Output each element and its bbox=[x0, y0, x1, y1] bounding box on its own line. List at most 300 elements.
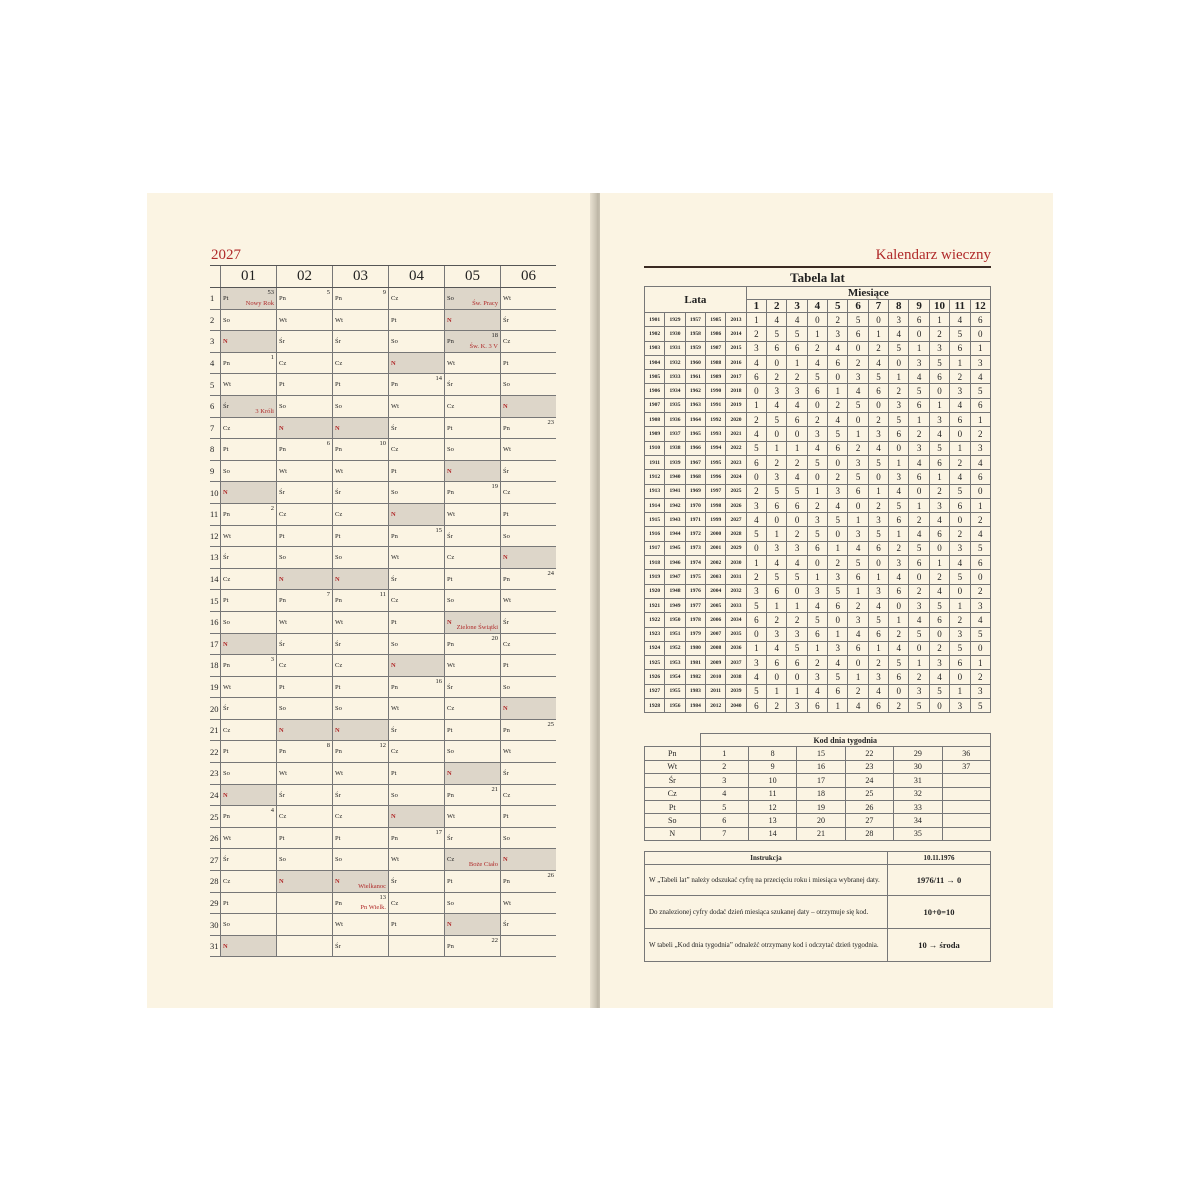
month-code-cell: 0 bbox=[746, 541, 766, 555]
month-code-cell: 3 bbox=[868, 670, 888, 684]
month-code-cell: 1 bbox=[970, 341, 991, 355]
year-cell: 1991 bbox=[706, 398, 726, 412]
weekday-label: Pn bbox=[503, 575, 510, 583]
year-cell: 2010 bbox=[706, 670, 726, 684]
year-cell: 1951 bbox=[665, 627, 685, 641]
month-code-cell: 5 bbox=[807, 370, 827, 384]
weekday-label: N bbox=[335, 424, 340, 432]
month-code-cell: 6 bbox=[889, 584, 909, 598]
month-code-cell: 2 bbox=[929, 570, 949, 584]
weekday-label: Pt bbox=[223, 295, 229, 302]
week-number: 1 bbox=[270, 353, 274, 361]
day-cell bbox=[445, 482, 501, 504]
year-row bbox=[645, 670, 991, 684]
weekday-label: So bbox=[279, 402, 286, 410]
month-code-cell: 0 bbox=[746, 470, 766, 484]
day-number-header bbox=[210, 266, 221, 288]
day-row bbox=[210, 827, 556, 849]
month-code-cell: 4 bbox=[970, 613, 991, 627]
day-cell bbox=[333, 633, 389, 655]
day-cell bbox=[333, 331, 389, 353]
weekday-code: 33 bbox=[894, 800, 942, 813]
month-code-cell: 0 bbox=[828, 613, 848, 627]
month-code-cell: 0 bbox=[970, 641, 991, 655]
year-cell: 2035 bbox=[726, 627, 746, 641]
weekday-label: Pn bbox=[391, 683, 398, 691]
month-code-cell: 4 bbox=[868, 598, 888, 612]
year-cell: 1957 bbox=[685, 313, 705, 327]
holiday-label: Zielone Świątki bbox=[456, 623, 498, 631]
month-code-cell: 0 bbox=[889, 355, 909, 369]
month-code-cell: 1 bbox=[746, 398, 766, 412]
month-code-cell: 0 bbox=[889, 598, 909, 612]
day-cell bbox=[277, 655, 333, 677]
year-cell: 1983 bbox=[685, 684, 705, 698]
month-code-cell: 6 bbox=[848, 327, 868, 341]
month-code-cell: 4 bbox=[868, 355, 888, 369]
month-code-cell: 1 bbox=[807, 641, 827, 655]
month-code-cell: 0 bbox=[787, 427, 807, 441]
year-cell: 1912 bbox=[645, 470, 665, 484]
month-code-cell: 2 bbox=[848, 441, 868, 455]
month-code-cell: 5 bbox=[848, 470, 868, 484]
day-cell bbox=[501, 655, 557, 677]
year-cell: 2031 bbox=[726, 570, 746, 584]
weekday-label: N bbox=[503, 705, 508, 713]
month-code-cell: 3 bbox=[868, 513, 888, 527]
year-cell: 1907 bbox=[645, 398, 665, 412]
month-code-cell: 0 bbox=[950, 584, 970, 598]
holiday-label: Wielkanoc bbox=[358, 882, 386, 890]
day-cell bbox=[389, 827, 445, 849]
year-row bbox=[645, 427, 991, 441]
instruction-result: 10 → środa bbox=[888, 929, 991, 962]
month-code-cell: 6 bbox=[828, 684, 848, 698]
year-cell: 1934 bbox=[665, 384, 685, 398]
month-code-cell: 2 bbox=[828, 556, 848, 570]
month-code-cell: 1 bbox=[970, 656, 991, 670]
weekday-code: 14 bbox=[748, 827, 796, 840]
weekday-label: Wt bbox=[503, 899, 511, 907]
month-code-cell: 0 bbox=[746, 627, 766, 641]
month-code-cell: 3 bbox=[970, 355, 991, 369]
day-cell bbox=[221, 460, 277, 482]
month-code-cell: 6 bbox=[848, 570, 868, 584]
month-code-cell: 3 bbox=[807, 427, 827, 441]
year-cell: 1932 bbox=[665, 355, 685, 369]
month-code-cell: 6 bbox=[787, 498, 807, 512]
month-code-cell: 0 bbox=[950, 513, 970, 527]
day-cell bbox=[333, 719, 389, 741]
weekday-code: 20 bbox=[797, 814, 845, 827]
day-cell bbox=[445, 914, 501, 936]
weekday-code: 30 bbox=[894, 760, 942, 773]
month-code-cell: 5 bbox=[889, 341, 909, 355]
weekday-label: So bbox=[447, 748, 454, 756]
month-code-cell: 0 bbox=[828, 455, 848, 469]
year-cell: 2023 bbox=[726, 455, 746, 469]
weekday-code: 21 bbox=[797, 827, 845, 840]
month-code-cell: 5 bbox=[807, 613, 827, 627]
weekday-label: So bbox=[223, 316, 230, 324]
instructions-table bbox=[644, 851, 991, 962]
weekday-code: 26 bbox=[845, 800, 893, 813]
month-code-cell: 0 bbox=[929, 699, 949, 713]
weekday-label: So bbox=[447, 446, 454, 454]
year-cell: 1986 bbox=[706, 327, 726, 341]
year-cell: 1918 bbox=[645, 556, 665, 570]
month-code-cell: 0 bbox=[807, 556, 827, 570]
weekday-label: Wt bbox=[503, 295, 511, 302]
month-code-cell: 2 bbox=[970, 427, 991, 441]
weekday-code: 19 bbox=[797, 800, 845, 813]
month-code-cell: 6 bbox=[746, 699, 766, 713]
day-cell bbox=[445, 288, 501, 310]
weekday-label: Cz bbox=[279, 510, 287, 518]
weekday-label: Pn bbox=[223, 510, 230, 518]
month-code-cell: 3 bbox=[868, 427, 888, 441]
month-code-cell: 6 bbox=[889, 427, 909, 441]
weekday-label: So bbox=[447, 899, 454, 907]
month-code-cell: 6 bbox=[746, 455, 766, 469]
month-code-cell: 4 bbox=[828, 413, 848, 427]
weekday-label: Pn bbox=[279, 597, 286, 605]
right-page bbox=[600, 193, 1053, 1008]
year-cell: 1982 bbox=[685, 670, 705, 684]
day-cell bbox=[221, 395, 277, 417]
month-code-cell: 2 bbox=[868, 341, 888, 355]
month-code-cell: 3 bbox=[746, 656, 766, 670]
month-code-cell: 5 bbox=[889, 656, 909, 670]
weekday-label: Cz bbox=[335, 662, 343, 670]
month-code-cell: 1 bbox=[929, 313, 949, 327]
weekday-label: So bbox=[223, 467, 230, 475]
day-cell bbox=[389, 374, 445, 396]
day-cell bbox=[333, 806, 389, 828]
month-code-cell: 1 bbox=[848, 513, 868, 527]
year-cell: 1973 bbox=[685, 541, 705, 555]
day-row bbox=[210, 374, 556, 396]
month-code-cell: 3 bbox=[807, 584, 827, 598]
day-cell bbox=[389, 439, 445, 461]
month-code-cell: 4 bbox=[909, 527, 929, 541]
title-divider bbox=[644, 266, 991, 268]
year-cell: 1928 bbox=[645, 699, 665, 713]
year-row bbox=[645, 413, 991, 427]
weekday-label: Śr bbox=[447, 683, 453, 691]
day-row bbox=[210, 547, 556, 569]
year-cell: 2013 bbox=[726, 313, 746, 327]
day-row bbox=[210, 763, 556, 785]
weekday-label: Śr bbox=[335, 338, 341, 346]
month-code-cell: 4 bbox=[889, 570, 909, 584]
month-code-cell: 4 bbox=[889, 641, 909, 655]
day-cell bbox=[333, 460, 389, 482]
day-row bbox=[210, 784, 556, 806]
month-code-cell: 1 bbox=[848, 427, 868, 441]
day-cell bbox=[277, 935, 333, 957]
month-code-cell: 1 bbox=[970, 413, 991, 427]
day-cell bbox=[501, 288, 557, 310]
month-code-cell: 2 bbox=[807, 413, 827, 427]
month-code-cell: 3 bbox=[848, 613, 868, 627]
month-code-cell: 1 bbox=[746, 641, 766, 655]
weekday-label: Pn bbox=[391, 381, 398, 389]
week-number: 16 bbox=[435, 677, 442, 685]
year-row bbox=[645, 541, 991, 555]
weekday-label: Pt bbox=[503, 662, 509, 670]
weekday-label: N bbox=[503, 856, 508, 864]
month-code-cell: 5 bbox=[970, 541, 991, 555]
day-cell bbox=[501, 892, 557, 914]
day-cell bbox=[389, 655, 445, 677]
month-number: 8 bbox=[889, 300, 909, 313]
month-number: 12 bbox=[970, 300, 991, 313]
weekday-name: So bbox=[645, 814, 701, 827]
weekday-code: 36 bbox=[942, 747, 990, 760]
month-code-cell: 6 bbox=[950, 413, 970, 427]
day-cell bbox=[277, 849, 333, 871]
day-cell bbox=[277, 676, 333, 698]
weekday-label: Śr bbox=[391, 424, 397, 432]
miesiace-header: Miesiące bbox=[746, 287, 990, 300]
weekday-label: Cz bbox=[503, 489, 511, 497]
weekday-label: Śr bbox=[503, 467, 509, 475]
weekday-label: Wt bbox=[223, 532, 231, 540]
instruction-row bbox=[645, 929, 991, 962]
month-code-cell: 4 bbox=[909, 613, 929, 627]
year-cell: 1998 bbox=[706, 498, 726, 512]
year-cell: 1931 bbox=[665, 341, 685, 355]
month-code-cell: 1 bbox=[848, 584, 868, 598]
month-code-cell: 1 bbox=[828, 699, 848, 713]
year-cell: 2032 bbox=[726, 584, 746, 598]
month-code-cell: 0 bbox=[787, 584, 807, 598]
instruction-result: 1976/11 → 0 bbox=[888, 865, 991, 896]
year-cell: 1948 bbox=[665, 584, 685, 598]
weekday-label: N bbox=[223, 942, 228, 950]
month-code-cell: 2 bbox=[950, 527, 970, 541]
weekday-label: Pt bbox=[335, 834, 341, 842]
day-cell bbox=[445, 806, 501, 828]
weekday-label: So bbox=[223, 921, 230, 929]
month-code-cell: 2 bbox=[746, 413, 766, 427]
month-code-cell: 2 bbox=[848, 598, 868, 612]
day-cell bbox=[221, 633, 277, 655]
weekday-label: Pn bbox=[447, 791, 454, 799]
year-cell: 1969 bbox=[685, 484, 705, 498]
weekday-label: Wt bbox=[279, 467, 287, 475]
week-number: 8 bbox=[326, 742, 330, 750]
month-code-cell: 2 bbox=[909, 427, 929, 441]
day-cell bbox=[389, 871, 445, 893]
month-code-cell: 4 bbox=[929, 584, 949, 598]
month-code-cell: 2 bbox=[746, 327, 766, 341]
month-code-cell: 2 bbox=[787, 370, 807, 384]
weekday-code-row bbox=[645, 760, 991, 773]
day-number: 8 bbox=[210, 439, 221, 461]
year-cell: 1993 bbox=[706, 427, 726, 441]
day-cell bbox=[445, 719, 501, 741]
day-number: 9 bbox=[210, 460, 221, 482]
day-row bbox=[210, 892, 556, 914]
day-cell bbox=[445, 395, 501, 417]
month-code-cell: 4 bbox=[767, 556, 787, 570]
year-cell: 1949 bbox=[665, 598, 685, 612]
day-cell bbox=[501, 417, 557, 439]
month-code-cell: 5 bbox=[746, 441, 766, 455]
month-code-cell: 3 bbox=[828, 570, 848, 584]
weekday-label: N bbox=[335, 575, 340, 583]
week-number: 5 bbox=[326, 289, 330, 296]
month-code-cell: 0 bbox=[868, 470, 888, 484]
weekday-code-corner bbox=[645, 734, 701, 747]
day-cell bbox=[445, 655, 501, 677]
weekday-label: So bbox=[391, 489, 398, 497]
month-code-cell: 6 bbox=[828, 598, 848, 612]
day-number: 4 bbox=[210, 352, 221, 374]
month-code-cell: 0 bbox=[848, 341, 868, 355]
weekday-code-row bbox=[645, 747, 991, 760]
month-code-cell: 1 bbox=[787, 441, 807, 455]
month-code-cell: 3 bbox=[828, 484, 848, 498]
day-cell bbox=[389, 503, 445, 525]
month-code-cell: 3 bbox=[970, 441, 991, 455]
weekday-label: Pn bbox=[391, 532, 398, 540]
year-cell: 1909 bbox=[645, 427, 665, 441]
day-cell bbox=[389, 288, 445, 310]
month-code-cell: 4 bbox=[950, 313, 970, 327]
weekday-label: Pn bbox=[279, 295, 286, 302]
month-code-cell: 0 bbox=[767, 427, 787, 441]
weekday-label: Pn bbox=[335, 748, 342, 756]
weekday-label: N bbox=[279, 726, 284, 734]
week-number: 14 bbox=[435, 375, 442, 383]
weekday-label: Śr bbox=[503, 316, 509, 324]
month-code-cell: 5 bbox=[807, 527, 827, 541]
month-code-cell: 5 bbox=[787, 327, 807, 341]
weekday-label: Wt bbox=[279, 770, 287, 778]
month-code-cell: 4 bbox=[787, 398, 807, 412]
weekday-label: N bbox=[503, 402, 508, 410]
month-code-cell: 5 bbox=[848, 313, 868, 327]
weekday-code: 18 bbox=[797, 787, 845, 800]
month-code-cell: 3 bbox=[848, 370, 868, 384]
month-code-cell: 5 bbox=[868, 527, 888, 541]
year-cell: 1917 bbox=[645, 541, 665, 555]
weekday-label: Pn bbox=[279, 446, 286, 454]
day-cell bbox=[389, 633, 445, 655]
day-cell bbox=[333, 784, 389, 806]
weekday-label: N bbox=[223, 640, 228, 648]
month-code-cell: 3 bbox=[950, 384, 970, 398]
weekday-label: Wt bbox=[335, 921, 343, 929]
year-row bbox=[645, 627, 991, 641]
month-code-cell: 4 bbox=[950, 556, 970, 570]
day-cell bbox=[501, 914, 557, 936]
year-cell: 1914 bbox=[645, 498, 665, 512]
weekday-label: Śr bbox=[447, 834, 453, 842]
day-number: 15 bbox=[210, 590, 221, 612]
weekday-label: Cz bbox=[447, 402, 455, 410]
day-cell bbox=[445, 763, 501, 785]
year-cell: 2024 bbox=[726, 470, 746, 484]
day-cell bbox=[333, 849, 389, 871]
day-cell bbox=[221, 784, 277, 806]
day-row bbox=[210, 633, 556, 655]
weekday-name: Pn bbox=[645, 747, 701, 760]
day-cell bbox=[389, 525, 445, 547]
day-cell bbox=[501, 719, 557, 741]
weekday-label: Pn bbox=[335, 295, 342, 302]
year-cell: 2004 bbox=[706, 584, 726, 598]
month-code-cell: 2 bbox=[929, 327, 949, 341]
weekday-code: 13 bbox=[748, 814, 796, 827]
day-cell bbox=[389, 395, 445, 417]
year-row bbox=[645, 484, 991, 498]
weekday-code: 9 bbox=[748, 760, 796, 773]
day-number: 3 bbox=[210, 331, 221, 353]
month-code-cell: 2 bbox=[787, 613, 807, 627]
month-code-cell: 0 bbox=[909, 327, 929, 341]
year-cell: 1978 bbox=[685, 613, 705, 627]
weekday-label: So bbox=[447, 597, 454, 605]
year-row bbox=[645, 384, 991, 398]
year-row bbox=[645, 441, 991, 455]
weekday-label: Śr bbox=[503, 921, 509, 929]
weekday-label: N bbox=[335, 878, 340, 886]
weekday-label: Pn bbox=[447, 489, 454, 497]
weekday-label: Śr bbox=[503, 618, 509, 626]
day-cell bbox=[445, 892, 501, 914]
month-code-cell: 1 bbox=[868, 570, 888, 584]
month-code-cell: 3 bbox=[807, 670, 827, 684]
weekday-label: Wt bbox=[335, 618, 343, 626]
month-code-cell: 5 bbox=[909, 699, 929, 713]
year-cell: 1926 bbox=[645, 670, 665, 684]
year-cell: 2038 bbox=[726, 670, 746, 684]
month-code-cell: 0 bbox=[787, 670, 807, 684]
weekday-label: N bbox=[447, 770, 452, 778]
weekday-label: Śr bbox=[391, 726, 397, 734]
instruction-text: W „Tabeli lat” należy odszukać cyfrę na przecięciu roku i miesiąca wybranej daty. bbox=[645, 865, 888, 896]
day-row bbox=[210, 309, 556, 331]
weekday-label: Wt bbox=[335, 770, 343, 778]
day-cell bbox=[389, 741, 445, 763]
weekday-label: Cz bbox=[223, 726, 231, 734]
month-code-cell: 6 bbox=[807, 699, 827, 713]
day-cell bbox=[333, 763, 389, 785]
year-row bbox=[645, 584, 991, 598]
day-number: 18 bbox=[210, 655, 221, 677]
weekday-label: Pt bbox=[223, 446, 229, 454]
year-cell: 1994 bbox=[706, 441, 726, 455]
month-code-cell: 2 bbox=[950, 613, 970, 627]
month-code-cell: 1 bbox=[950, 441, 970, 455]
day-number: 13 bbox=[210, 547, 221, 569]
year-cell: 2036 bbox=[726, 641, 746, 655]
month-code-cell: 2 bbox=[767, 370, 787, 384]
month-code-cell: 4 bbox=[848, 384, 868, 398]
instruction-row bbox=[645, 896, 991, 929]
day-number: 10 bbox=[210, 482, 221, 504]
weekday-label: Pt bbox=[447, 726, 453, 734]
weekday-code-row bbox=[645, 787, 991, 800]
day-cell bbox=[277, 784, 333, 806]
month-code-cell: 5 bbox=[950, 327, 970, 341]
weekday-name: N bbox=[645, 827, 701, 840]
day-cell bbox=[501, 871, 557, 893]
